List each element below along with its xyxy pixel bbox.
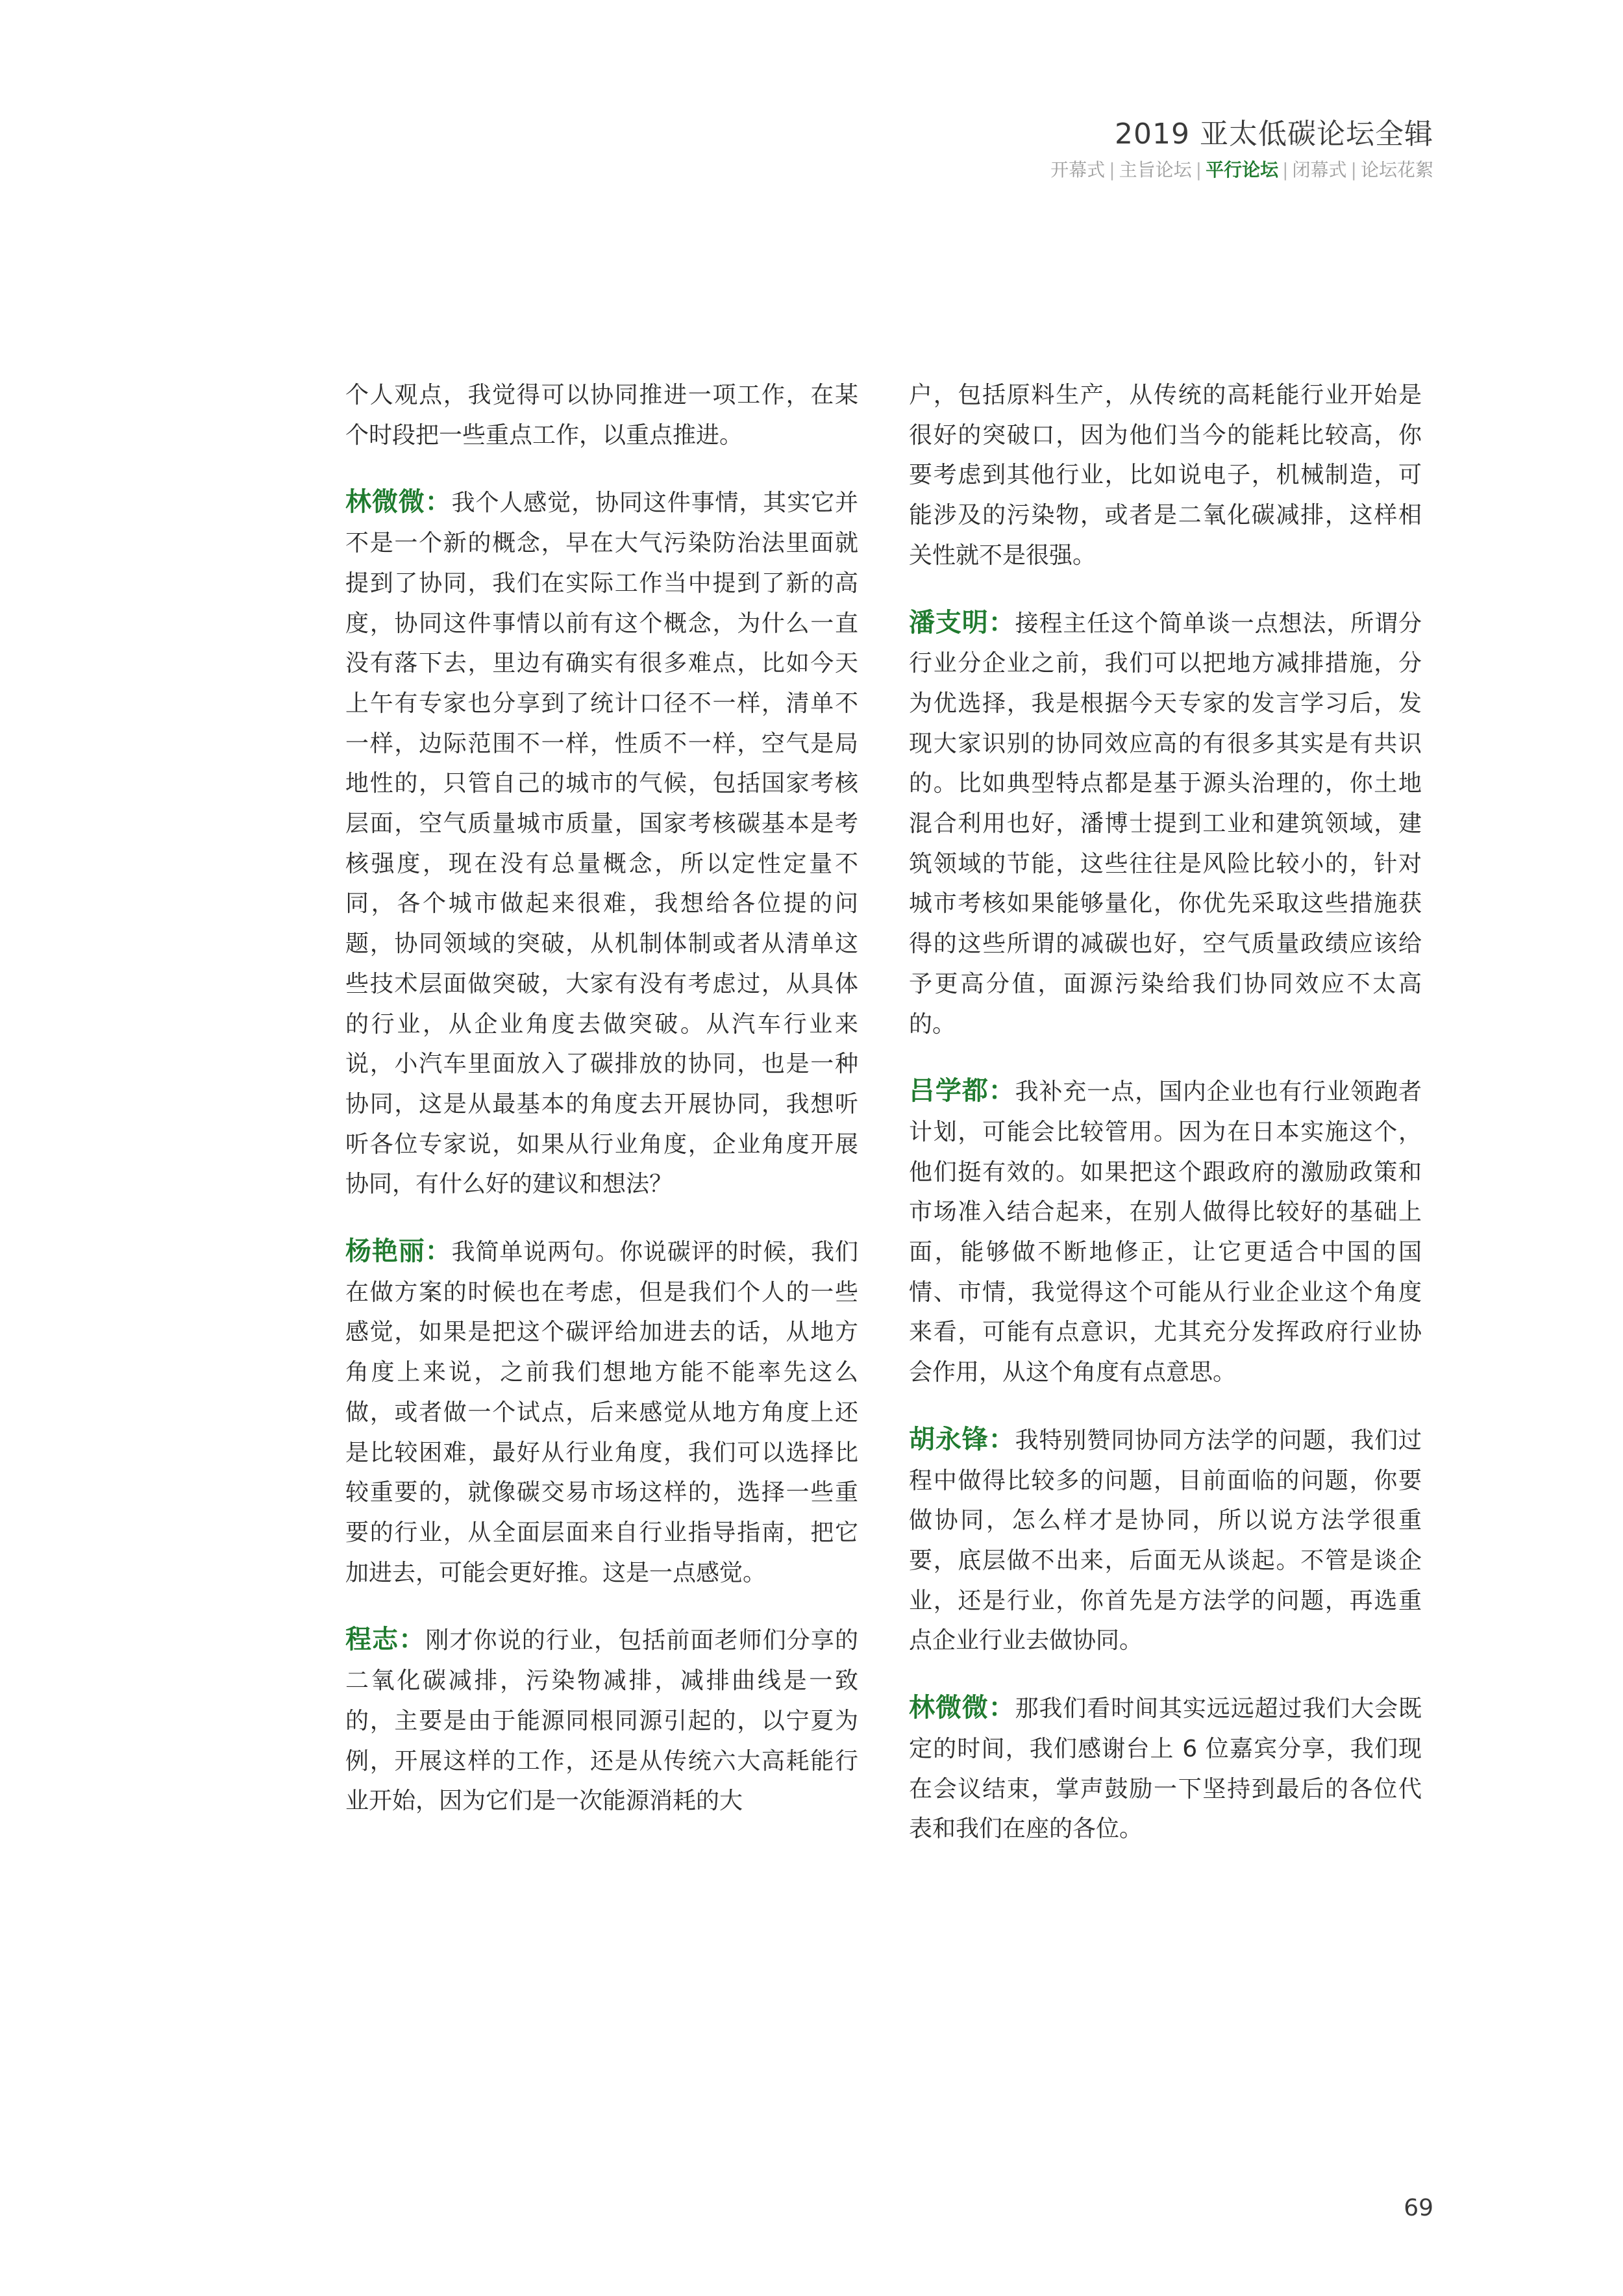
paragraph-text: 我补充一点，国内企业也有行业领跑者计划，可能会比较管用。因为在日本实施这个，他们挺有效的。如果把这个跟政府的激励政策和市场准入结合起来，在别人做得比较好的基础上面，能够做不断地修正，让它更适合中国的国情、市情，我觉得这个可能从行业企业这个角度来看，可能有点意识，尤其充分发挥政府行业协会作用，从这个角度有点意思。 (909, 1079, 1422, 1386)
speaker-name: 胡永锋： (909, 1424, 1015, 1454)
speaker-name: 潘支明： (909, 607, 1015, 638)
paragraph-text: 那我们看时间其实远远超过我们大会既定的时间，我们感谢台上 6 位嘉宾分享，我们现在会议结束，掌声鼓励一下坚持到最后的各位代表和我们在座的各位。 (909, 1695, 1422, 1843)
paragraph-text: 刚才你说的行业，包括前面老师们分享的二氧化碳减排，污染物减排，减排曲线是一致的，主要是由于能源同根同源引起的，以宁夏为例，开展这样的工作，还是从传统六大高耗能行业开始，因为它们是一次能源消耗的大 (345, 1627, 858, 1815)
section-nav (1050, 156, 1433, 182)
left-column (345, 375, 858, 1849)
speaker-name: 林微微： (345, 487, 452, 518)
nav-item-parallel: 平行论坛 (1206, 159, 1279, 181)
speaker-name: 程志： (345, 1625, 426, 1655)
nav-separator: | (1195, 159, 1202, 181)
nav-item-opening: 开幕式 (1050, 159, 1106, 181)
nav-separator: | (1350, 159, 1357, 181)
right-column (909, 375, 1422, 1877)
paragraph (909, 1688, 1422, 1849)
paragraph-text: 个人观点，我觉得可以协同推进一项工作，在某个时段把一些重点工作，以重点推进。 (345, 382, 858, 449)
paragraph (345, 1620, 858, 1821)
paragraph-text: 接程主任这个简单谈一点想法，所谓分行业分企业之前，我们可以把地方减排措施，分为优选择，我是根据今天专家的发言学习后，发现大家识别的协同效应高的有很多其实是有共识的。比如典型特点都是基于源头治理的，你土地混合利用也好，潘博士提到工业和建筑领域，建筑领域的节能，这些往往是风险比较小的，针对城市考核如果能够量化，你优先采取这些措施获得的这些所谓的减碳也好，空气质量政绩应该给予更高分值，面源污染给我们协同效应不太高的。 (909, 610, 1422, 1038)
paragraph (909, 603, 1422, 1045)
page-number: 69 (1404, 2195, 1433, 2221)
nav-separator: | (1109, 159, 1115, 181)
paragraph (345, 1232, 858, 1593)
paragraph (909, 1420, 1422, 1661)
speaker-name: 吕学都： (909, 1076, 1015, 1106)
nav-item-closing: 闭幕式 (1292, 159, 1347, 181)
publication-title: 2019 亚太低碳论坛全辑 (1115, 118, 1433, 151)
paragraph-text: 我特别赞同协同方法学的问题，我们过程中做得比较多的问题，目前面临的问题，你要做协同，怎么样才是协同，所以说方法学很重要，底层做不出来，后面无从谈起。不管是谈企业，还是行业，你首先是方法学的问题，再选重点企业行业去做协同。 (909, 1427, 1422, 1654)
nav-item-highlights: 论坛花絮 (1360, 159, 1433, 181)
paragraph (345, 375, 858, 455)
paragraph (909, 1071, 1422, 1393)
paragraph-text: 户，包括原料生产，从传统的高耗能行业开始是很好的突破口，因为他们当今的能耗比较高，你要考虑到其他行业，比如说电子，机械制造，可能涉及的污染物，或者是二氧化碳减排，这样相关性就不是很强。 (909, 382, 1422, 569)
paragraph (345, 482, 858, 1204)
nav-item-keynote: 主旨论坛 (1119, 159, 1192, 181)
speaker-name: 林微微： (909, 1693, 1015, 1723)
nav-separator: | (1282, 159, 1289, 181)
paragraph-text: 我简单说两句。你说碳评的时候，我们在做方案的时候也在考虑，但是我们个人的一些感觉，如果是把这个碳评给加进去的话，从地方角度上来说，之前我们想地方能不能率先这么做，或者做一个试点，后来感觉从地方角度上还是比较困难，最好从行业角度，我们可以选择比较重要的，就像碳交易市场这样的，选择一些重要的行业，从全面层面来自行业指导指南，把它加进去，可能会更好推。这是一点感觉。 (345, 1239, 858, 1586)
speaker-name: 杨艳丽： (345, 1236, 452, 1267)
paragraph (909, 375, 1422, 576)
paragraph-text: 我个人感觉，协同这件事情，其实它并不是一个新的概念，早在大气污染防治法里面就提到了协同，我们在实际工作当中提到了新的高度，协同这件事情以前有这个概念，为什么一直没有落下去，里边有确实有很多难点，比如今天上午有专家也分享到了统计口径不一样，清单不一样，边际范围不一样，性质不一样，空气是局地性的，只管自己的城市的气候，包括国家考核层面，空气质量城市质量，国家考核碳基本是考核强度，现在没有总量概念，所以定性定量不同，各个城市做起来很难，我想给各位提的问题，协同领域的突破，从机制体制或者从清单这些技术层面做突破，大家有没有考虑过，从具体的行业，从企业角度去做突破。从汽车行业来说，小汽车里面放入了碳排放的协同，也是一种协同，这是从最基本的角度去开展协同，我想听听各位专家说，如果从行业角度，企业角度开展协同，有什么好的建议和想法？ (345, 490, 858, 1198)
